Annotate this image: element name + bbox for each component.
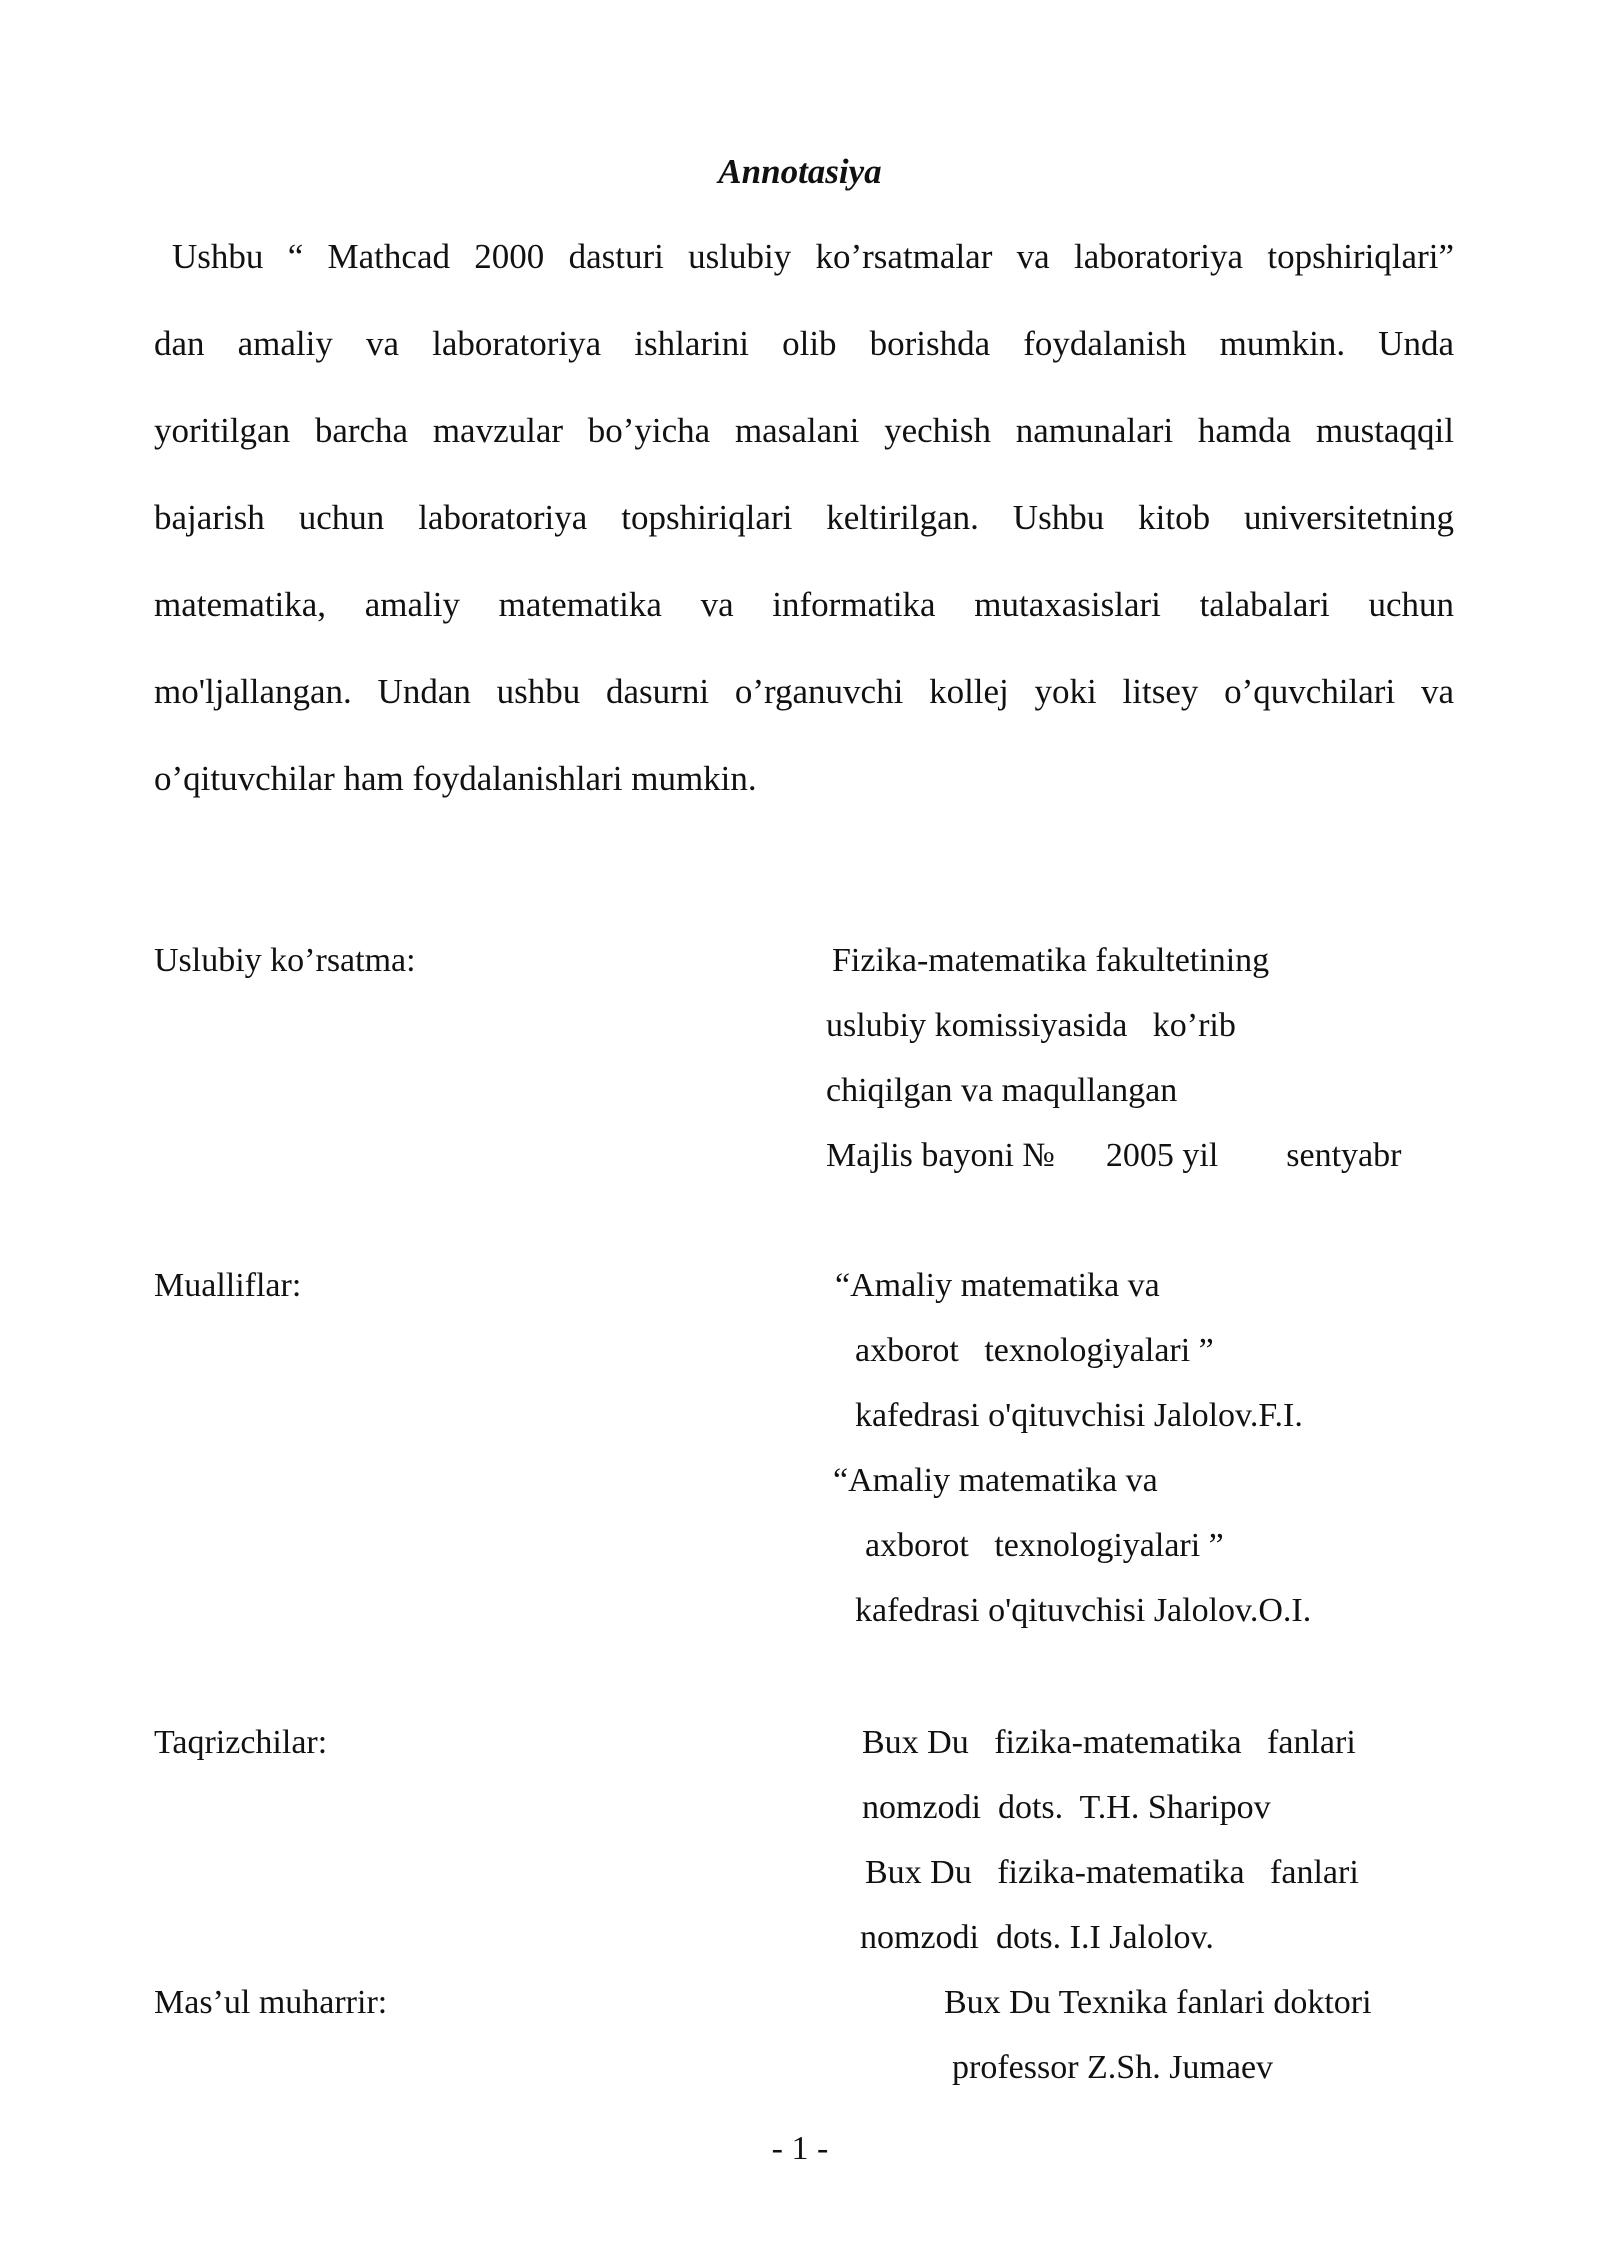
taqrizchilar-line: nomzodi dots. T.H. Sharipov [862,1789,1271,1826]
mualliflar-line: kafedrasi o'qituvchisi Jalolov.F.I. [855,1397,1303,1434]
mualliflar-line: “Amaliy matematika va [833,1462,1158,1499]
uslubiy-line: Fizika-matematika fakultetining [832,942,1270,979]
uslubiy-label: Uslubiy ko’rsatma: [154,942,416,979]
muharrir-label: Mas’ul muharrir: [154,1984,388,2021]
uslubiy-line: Majlis bayoni № 2005 yil sentyabr [826,1137,1402,1174]
muharrir-line: Bux Du Texnika fanlari doktori [944,1984,1372,2021]
uslubiy-line: uslubiy komissiyasida ko’rib [826,1007,1236,1044]
taqrizchilar-line: Bux Du fizika-matematika fanlari [862,1724,1356,1761]
taqrizchilar-label: Taqrizchilar: [154,1724,328,1761]
annotation-line: matematika, amaliy matematika va informatika mutaxasislari talabalari uchun [154,585,1454,624]
taqrizchilar-line: nomzodi dots. I.I Jalolov. [860,1919,1214,1956]
page-number: - 1 - [771,2130,829,2167]
taqrizchilar-line: Bux Du fizika-matematika fanlari [865,1854,1359,1891]
annotation-line: Ushbu “ Mathcad 2000 dasturi uslubiy ko’rsatmalar va laboratoriya topshiriqlari” [172,237,1454,276]
annotation-paragraph [154,236,1454,845]
mualliflar-line: axborot texnologiyalari ” [865,1527,1224,1564]
annotation-line: dan amaliy va laboratoriya ishlarini olib borishda foydalanish mumkin. Unda [154,324,1454,363]
annotation-line: bajarish uchun laboratoriya topshiriqlari keltirilgan. Ushbu kitob universitetning [154,498,1454,537]
annotation-line: o’qituvchilar ham foydalanishlari mumkin. [154,759,757,798]
mualliflar-line: “Amaliy matematika va [835,1267,1160,1304]
muharrir-line: professor Z.Sh. Jumaev [952,2049,1274,2086]
mualliflar-line: kafedrasi o'qituvchisi Jalolov.O.I. [855,1592,1312,1629]
annotation-line: yoritilgan barcha mavzular bo’yicha masalani yechish namunalari hamda mustaqqil [154,411,1454,450]
annotation-line: mo'ljallangan. Undan ushbu dasurni o’rganuvchi kollej yoki litsey o’quvchilari va [154,672,1454,711]
mualliflar-label: Mualliflar: [154,1267,302,1304]
mualliflar-line: axborot texnologiyalari ” [855,1332,1214,1369]
uslubiy-line: chiqilgan va maqullangan [826,1072,1178,1109]
page-title: Annotasiya [718,152,882,191]
